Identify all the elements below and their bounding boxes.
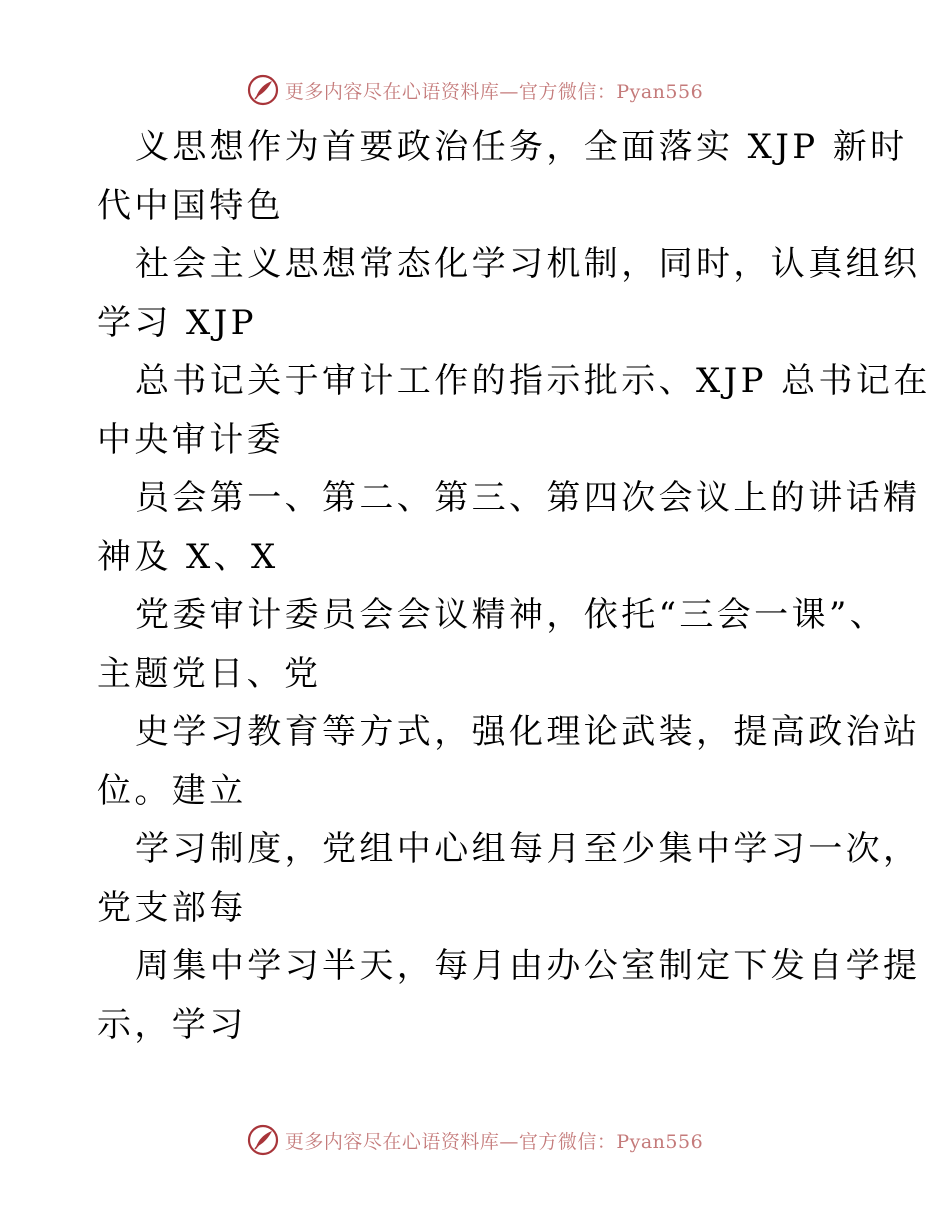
body-line: 示，学习 (97, 1004, 247, 1045)
body-line: 总书记关于审计工作的指示批示、XJP 总书记在 (135, 361, 931, 401)
document-body (97, 118, 931, 1054)
body-line: 员会第一、第二、第三、第四次会议上的讲话精 (135, 478, 921, 518)
body-line: 学习 XJP (97, 302, 257, 343)
body-line: 社会主义思想常态化学习机制，同时，认真组织 (135, 244, 921, 284)
body-line: 代中国特色 (97, 185, 284, 226)
body-line: 位。建立 (97, 770, 247, 811)
body-line: 史学习教育等方式，强化理论武装，提高政治站 (135, 712, 921, 752)
feather-logo-icon (247, 1124, 279, 1156)
header-watermark (0, 70, 950, 110)
footer-watermark (0, 1120, 950, 1160)
watermark-text: 更多内容尽在心语资料库—官方微信：Pyan556 (284, 1130, 704, 1153)
body-line: 神及 X、X (97, 536, 279, 577)
body-line: 义思想作为首要政治任务，全面落实 XJP 新时 (135, 127, 908, 167)
body-line: 主题党日、党 (97, 653, 322, 694)
body-line: 党支部每 (97, 887, 247, 928)
feather-logo-icon (247, 74, 279, 106)
body-line: 学习制度，党组中心组每月至少集中学习一次， (135, 829, 921, 869)
watermark-text: 更多内容尽在心语资料库—官方微信：Pyan556 (284, 80, 704, 103)
body-line: 周集中学习半天，每月由办公室制定下发自学提 (135, 946, 921, 986)
body-line: 中央审计委 (97, 419, 284, 460)
body-line: 党委审计委员会会议精神，依托“三会一课”、 (135, 595, 888, 635)
